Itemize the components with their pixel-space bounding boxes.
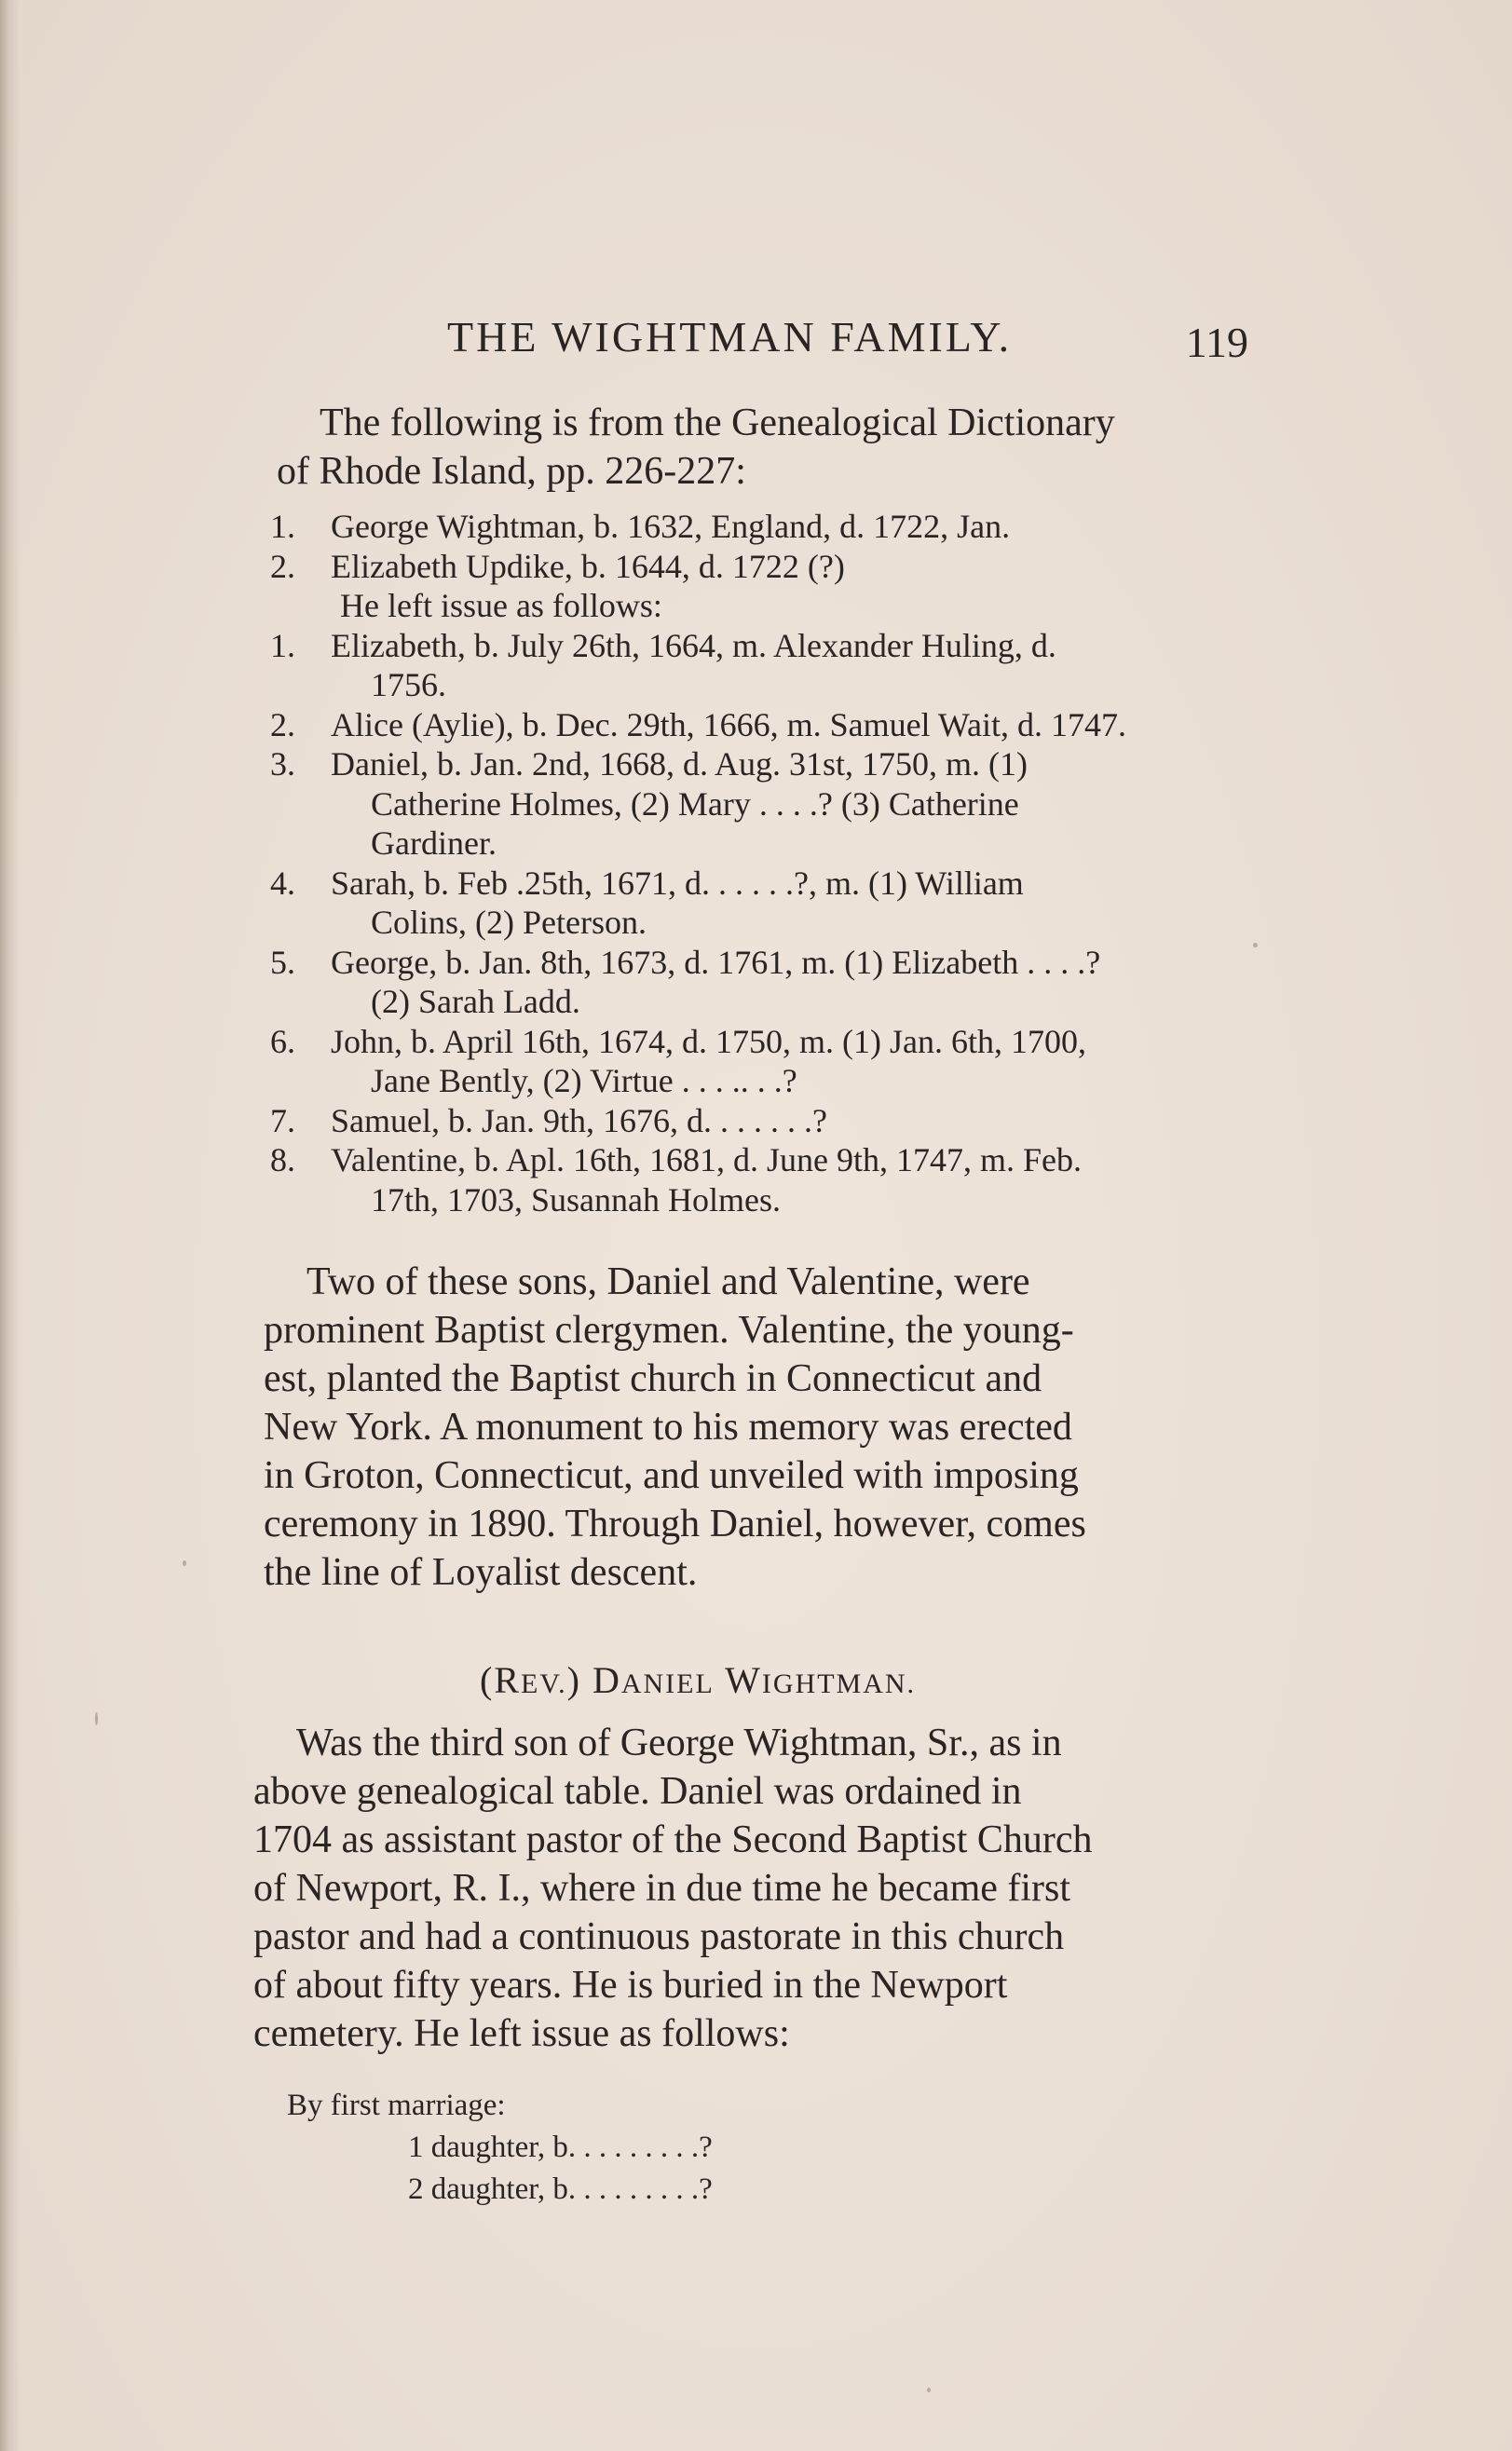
item-number: 8.: [270, 1141, 295, 1178]
text-line: of Newport, R. I., where in due time he became first: [253, 1867, 1071, 1910]
list-item: [270, 547, 1239, 587]
paper-blemish: [95, 1712, 98, 1725]
item-continuation: (2) Sarah Ladd.: [371, 983, 580, 1020]
issue-note: He left issue as follows:: [340, 587, 662, 624]
item-text: Samuel, b. Jan. 9th, 1676, d. . . . . . .?: [331, 1101, 827, 1139]
list-item: [270, 943, 1239, 983]
daniel-paragraph: [253, 1719, 1093, 2058]
item-text: Daniel, b. Jan. 2nd, 1668, d. Aug. 31st, 1750, m. (1): [331, 745, 1028, 783]
item-continuation: Catherine Holmes, (2) Mary . . . .? (3) Catherine: [371, 784, 1019, 823]
page-header: [447, 312, 1248, 377]
list-item: [270, 1101, 1239, 1141]
issue-label: By first marriage:: [287, 2089, 506, 2122]
first-marriage-issue: [287, 2085, 713, 2211]
list-item: [270, 507, 1239, 547]
intro-paragraph: [277, 399, 1115, 496]
text-line: 1704 as assistant pastor of the Second Baptist Church: [253, 1818, 1093, 1861]
running-head: THE WIGHTMAN FAMILY.: [447, 313, 1013, 361]
item-text: George Wightman, b. 1632, England, d. 1722, Jan.: [331, 508, 1011, 545]
heading-part: W: [725, 1659, 762, 1701]
text-line: cemetery. He left issue as follows:: [253, 2012, 790, 2055]
heading-part: D: [592, 1659, 621, 1701]
paper-blemish: [927, 2388, 931, 2392]
page-number: 119: [1185, 319, 1248, 366]
item-continuation: Colins, (2) Peterson.: [371, 904, 647, 941]
item-number: 1.: [270, 626, 295, 664]
item-text: Elizabeth Updike, b. 1644, d. 1722 (?): [331, 547, 845, 585]
list-item: [270, 1022, 1239, 1062]
item-number: 3.: [270, 745, 295, 783]
heading-part: [715, 1659, 725, 1701]
item-number: 6.: [270, 1022, 295, 1060]
item-text: Alice (Aylie), b. Dec. 29th, 1666, m. Samuel Wait, d. 1747.: [331, 705, 1126, 743]
issue-child: 1 daughter, b. . . . . . . . .?: [408, 2131, 713, 2164]
item-text: Valentine, b. Apl. 16th, 1681, d. June 9th, 1747, m. Feb.: [331, 1141, 1082, 1178]
text-line: New York. A monument to his memory was erected: [264, 1406, 1072, 1449]
list-item: [270, 744, 1239, 784]
list-item: [270, 705, 1239, 745]
item-text: Sarah, b. Feb .25th, 1671, d. . . . . .?, m. (1) William: [331, 864, 1024, 902]
item-number: 7.: [270, 1101, 295, 1139]
text-line: Two of these sons, Daniel and Valentine, were: [306, 1260, 1030, 1303]
item-number: 4.: [270, 864, 295, 902]
paper-blemish: [1253, 943, 1258, 947]
list-item: [270, 626, 1239, 666]
heading-part: EV.: [521, 1668, 567, 1699]
heading-part: ANIEL: [620, 1668, 715, 1699]
item-text: Elizabeth, b. July 26th, 1664, m. Alexander Huling, d.: [331, 626, 1056, 664]
item-number: 2.: [270, 547, 295, 585]
item-number: 2.: [270, 705, 295, 743]
item-text: George, b. Jan. 8th, 1673, d. 1761, m. (1) Elizabeth . . . .?: [331, 943, 1101, 981]
item-text: John, b. April 16th, 1674, d. 1750, m. (1) Jan. 6th, 1700,: [331, 1022, 1086, 1060]
item-number: 1.: [270, 508, 295, 545]
text-line: Was the third son of George Wightman, Sr., as in: [296, 1722, 1062, 1764]
list-item: [270, 1140, 1239, 1180]
issue-child: 2 daughter, b. . . . . . . . .?: [408, 2172, 713, 2206]
text-line: est, planted the Baptist church in Connecticut and: [264, 1357, 1042, 1400]
text-line: The following is from the Genealogical Dictionary: [320, 402, 1115, 444]
genealogy-list: [270, 507, 1239, 1219]
paper-blemish: [183, 1560, 186, 1566]
text-line: ceremony in 1890. Through Daniel, however, comes: [264, 1503, 1086, 1545]
heading-part: (R: [480, 1659, 521, 1701]
sons-paragraph: [264, 1258, 1086, 1597]
item-continuation: 1756.: [371, 666, 446, 703]
item-number: 5.: [270, 943, 295, 981]
text-line: of about fifty years. He is buried in the Newport: [253, 1964, 1008, 2007]
heading-part: IGHTMAN.: [761, 1668, 917, 1699]
item-continuation: Gardiner.: [371, 824, 497, 862]
section-heading: [480, 1658, 916, 1702]
heading-part: ): [566, 1659, 593, 1701]
text-line: of Rhode Island, pp. 226-227:: [277, 450, 746, 493]
text-line: in Groton, Connecticut, and unveiled with imposing: [264, 1454, 1079, 1497]
text-line: the line of Loyalist descent.: [264, 1551, 698, 1594]
list-item: [270, 864, 1239, 904]
text-line: above genealogical table. Daniel was ordained in: [253, 1770, 1022, 1813]
text-line: pastor and had a continuous pastorate in this church: [253, 1915, 1065, 1958]
item-continuation: 17th, 1703, Susannah Holmes.: [371, 1180, 781, 1219]
text-line: prominent Baptist clergymen. Valentine, the young-: [264, 1309, 1074, 1352]
item-continuation: Jane Bently, (2) Virtue . . . .. . .?: [371, 1062, 797, 1099]
page-binding-edge: [0, 0, 20, 2451]
